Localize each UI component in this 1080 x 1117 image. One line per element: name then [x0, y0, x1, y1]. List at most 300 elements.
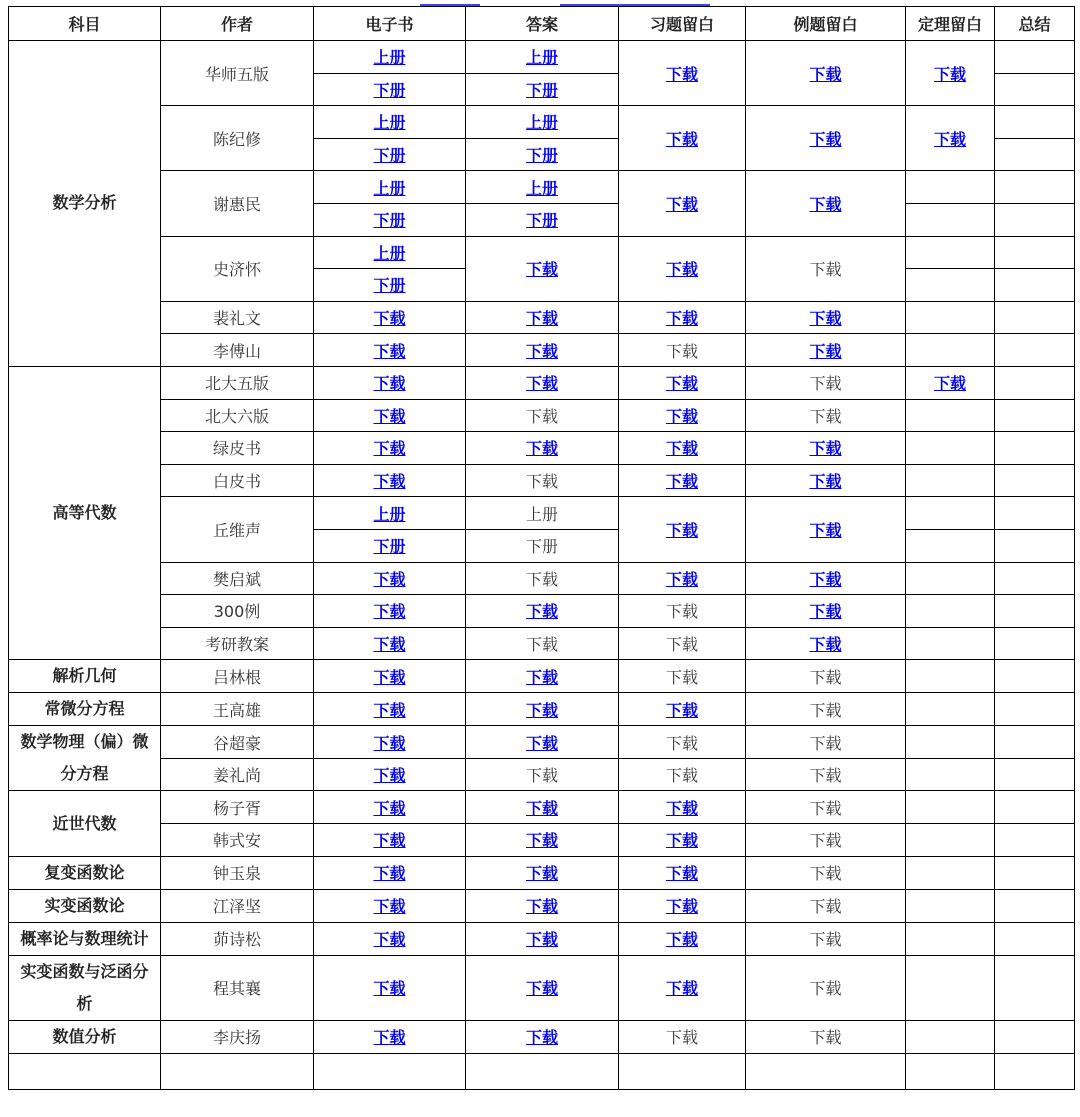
summary-cell: [995, 791, 1075, 824]
summary-cell: [995, 41, 1075, 74]
exercise-cell: [619, 334, 746, 367]
exercise-cell: [619, 824, 746, 857]
exercise-cell: [619, 726, 746, 759]
header-summary: 总结: [995, 7, 1075, 41]
header-example-blank: 例题留白: [746, 7, 906, 41]
ebook-cell: [314, 138, 466, 171]
answer-upper-link[interactable]: 上册: [525, 113, 558, 133]
author-cell: 吕林根: [161, 660, 314, 693]
subject-analytic-geometry: 解析几何: [9, 660, 161, 693]
subject-complex-analysis: 复变函数论: [9, 856, 161, 889]
theorem-cell: [906, 497, 995, 530]
ebook-download-link[interactable]: 下载: [373, 930, 406, 950]
answer-download-link[interactable]: 下载: [525, 831, 558, 851]
summary-cell: [995, 497, 1075, 530]
example-download-text: 下载: [809, 260, 842, 280]
subject-math-analysis: 数学分析: [9, 41, 161, 367]
exercise-download-link[interactable]: 下载: [665, 520, 698, 540]
author-cell: 杨子胥: [161, 791, 314, 824]
table-row: [9, 464, 1075, 497]
example-download-text: 下载: [809, 766, 842, 786]
example-download-text: 下载: [809, 406, 842, 426]
example-cell: [746, 399, 906, 432]
answer-download-text: 下载: [525, 569, 558, 589]
ebook-download-link[interactable]: 下载: [373, 602, 406, 622]
answer-download-link[interactable]: 下载: [525, 979, 558, 999]
ebook-cell: [314, 562, 466, 595]
example-cell: [746, 791, 906, 824]
author-cell: 樊启斌: [161, 562, 314, 595]
exercise-download-link[interactable]: 下载: [665, 897, 698, 917]
answer-cell: [466, 497, 619, 530]
answer-cell: [466, 138, 619, 171]
exercise-download-text: 下载: [665, 1028, 698, 1048]
ebook-cell: [314, 236, 466, 269]
exercise-download-link[interactable]: 下载: [665, 194, 698, 214]
exercise-cell: [619, 497, 746, 562]
exercise-cell: [619, 758, 746, 791]
table-row: [9, 301, 1075, 334]
theorem-cell: [906, 758, 995, 791]
author-cell: 史济怀: [161, 236, 314, 301]
answer-cell: [466, 660, 619, 693]
ebook-cell: [314, 432, 466, 465]
example-download-link[interactable]: 下载: [809, 341, 842, 361]
answer-cell: [466, 824, 619, 857]
theorem-cell: [906, 203, 995, 236]
exercise-download-link[interactable]: 下载: [665, 798, 698, 818]
answer-cell: [466, 758, 619, 791]
subject-real-analysis: 实变函数论: [9, 889, 161, 922]
ebook-cell: [314, 824, 466, 857]
summary-cell: [995, 171, 1075, 204]
example-download-text: 下载: [809, 667, 842, 687]
answer-cell: [466, 334, 619, 367]
ebook-cell: [314, 758, 466, 791]
exercise-cell: [619, 595, 746, 628]
theorem-cell: [906, 922, 995, 955]
summary-cell: [995, 73, 1075, 106]
exercise-cell: [619, 660, 746, 693]
example-cell: [746, 726, 906, 759]
example-download-text: 下载: [809, 374, 842, 394]
answer-download-link[interactable]: 下载: [525, 897, 558, 917]
subject-ode: 常微分方程: [9, 693, 161, 726]
summary-cell: [995, 236, 1075, 269]
exercise-cell: [619, 41, 746, 106]
example-cell: [746, 955, 906, 1020]
answer-cell: [466, 856, 619, 889]
author-cell: 韩式安: [161, 824, 314, 857]
author-cell: 300例: [161, 595, 314, 628]
theorem-download-link[interactable]: 下载: [933, 129, 966, 149]
resource-table: [8, 6, 1075, 1090]
example-download-link[interactable]: 下载: [809, 520, 842, 540]
ebook-lower-link[interactable]: 下册: [373, 80, 406, 100]
answer-cell: [466, 791, 619, 824]
summary-cell: [995, 529, 1075, 562]
answer-download-link[interactable]: 下载: [525, 439, 558, 459]
table-row: [9, 41, 1075, 74]
example-cell: [746, 301, 906, 334]
summary-cell: [995, 562, 1075, 595]
theorem-cell: [906, 562, 995, 595]
table-row: [9, 171, 1075, 204]
answer-cell: [466, 203, 619, 236]
subject-pde: 数学物理（偏）微分方程: [9, 726, 161, 791]
exercise-download-link[interactable]: 下载: [665, 831, 698, 851]
empty-cell: [906, 1053, 995, 1089]
author-cell: 北大五版: [161, 366, 314, 399]
theorem-cell: [906, 856, 995, 889]
header-subject: 科目: [9, 7, 161, 41]
theorem-cell: [906, 529, 995, 562]
exercise-cell: [619, 464, 746, 497]
exercise-download-text: 下载: [665, 733, 698, 753]
empty-cell: [746, 1053, 906, 1089]
example-cell: [746, 432, 906, 465]
ebook-download-link[interactable]: 下载: [373, 439, 406, 459]
author-cell: 姜礼尚: [161, 758, 314, 791]
table-row: [9, 334, 1075, 367]
example-download-link[interactable]: 下载: [809, 64, 842, 84]
author-cell: 程其襄: [161, 955, 314, 1020]
ebook-cell: [314, 41, 466, 74]
table-row: [9, 236, 1075, 269]
ebook-cell: [314, 301, 466, 334]
example-download-link[interactable]: 下载: [809, 194, 842, 214]
answer-cell: [466, 955, 619, 1020]
theorem-download-link[interactable]: 下载: [933, 64, 966, 84]
table-row: [9, 889, 1075, 922]
ebook-cell: [314, 73, 466, 106]
exercise-download-text: 下载: [665, 341, 698, 361]
theorem-cell: [906, 595, 995, 628]
exercise-cell: [619, 856, 746, 889]
theorem-cell: [906, 236, 995, 269]
answer-cell: [466, 73, 619, 106]
theorem-cell: [906, 464, 995, 497]
answer-upper-link[interactable]: 上册: [525, 178, 558, 198]
exercise-download-link[interactable]: 下载: [665, 64, 698, 84]
subject-real-functional-analysis: 实变函数与泛函分析: [9, 955, 161, 1020]
ebook-cell: [314, 334, 466, 367]
empty-cell: [995, 1053, 1075, 1089]
answer-download-link[interactable]: 下载: [525, 700, 558, 720]
answer-download-link[interactable]: 下载: [525, 667, 558, 687]
exercise-cell: [619, 1020, 746, 1053]
ebook-cell: [314, 1020, 466, 1053]
theorem-cell: [906, 889, 995, 922]
answer-download-link[interactable]: 下载: [525, 798, 558, 818]
ebook-cell: [314, 171, 466, 204]
summary-cell: [995, 627, 1075, 660]
example-download-link[interactable]: 下载: [809, 472, 842, 492]
ebook-cell: [314, 399, 466, 432]
answer-cell: [466, 366, 619, 399]
ebook-cell: [314, 726, 466, 759]
summary-cell: [995, 366, 1075, 399]
answer-upper-text: 上册: [525, 504, 558, 524]
theorem-cell: [906, 791, 995, 824]
exercise-download-link[interactable]: 下载: [665, 979, 698, 999]
exercise-download-link[interactable]: 下载: [665, 309, 698, 329]
ebook-cell: [314, 791, 466, 824]
author-cell: 李傅山: [161, 334, 314, 367]
ebook-download-link[interactable]: 下载: [373, 979, 406, 999]
table-row: [9, 660, 1075, 693]
ebook-download-link[interactable]: 下载: [373, 309, 406, 329]
example-download-link[interactable]: 下载: [809, 309, 842, 329]
ebook-download-link[interactable]: 下载: [373, 798, 406, 818]
theorem-cell: [906, 955, 995, 1020]
exercise-download-link[interactable]: 下载: [665, 864, 698, 884]
theorem-cell: [906, 627, 995, 660]
exercise-download-link[interactable]: 下载: [665, 472, 698, 492]
ebook-upper-link[interactable]: 上册: [373, 48, 406, 68]
example-cell: [746, 693, 906, 726]
answer-download-link[interactable]: 下载: [525, 341, 558, 361]
exercise-download-text: 下载: [665, 602, 698, 622]
answer-cell: [466, 399, 619, 432]
exercise-cell: [619, 562, 746, 595]
answer-lower-link[interactable]: 下册: [525, 146, 558, 166]
summary-cell: [995, 399, 1075, 432]
ebook-lower-link[interactable]: 下册: [373, 146, 406, 166]
answer-cell: [466, 693, 619, 726]
exercise-download-link[interactable]: 下载: [665, 700, 698, 720]
answer-download-link[interactable]: 下载: [525, 260, 558, 280]
example-download-link[interactable]: 下载: [809, 569, 842, 589]
ebook-cell: [314, 889, 466, 922]
table-row: [9, 1020, 1075, 1053]
ebook-download-link[interactable]: 下载: [373, 864, 406, 884]
exercise-cell: [619, 791, 746, 824]
ebook-download-link[interactable]: 下载: [373, 897, 406, 917]
answer-download-link[interactable]: 下载: [525, 1028, 558, 1048]
answer-download-text: 下载: [525, 634, 558, 654]
summary-cell: [995, 269, 1075, 302]
ebook-cell: [314, 595, 466, 628]
answer-download-text: 下载: [525, 766, 558, 786]
answer-lower-link[interactable]: 下册: [525, 211, 558, 231]
author-cell: 茆诗松: [161, 922, 314, 955]
theorem-cell: [906, 693, 995, 726]
answer-upper-link[interactable]: 上册: [525, 48, 558, 68]
example-cell: [746, 497, 906, 562]
example-download-text: 下载: [809, 733, 842, 753]
answer-cell: [466, 922, 619, 955]
empty-cell: [9, 1053, 161, 1089]
example-cell: [746, 595, 906, 628]
theorem-cell: [906, 660, 995, 693]
ebook-download-link[interactable]: 下载: [373, 667, 406, 687]
answer-download-link[interactable]: 下载: [525, 374, 558, 394]
example-download-link[interactable]: 下载: [809, 602, 842, 622]
theorem-download-link[interactable]: 下载: [933, 374, 966, 394]
answer-download-link[interactable]: 下载: [525, 602, 558, 622]
example-cell: [746, 562, 906, 595]
table-row: [9, 595, 1075, 628]
exercise-cell: [619, 301, 746, 334]
exercise-cell: [619, 693, 746, 726]
example-download-text: 下载: [809, 930, 842, 950]
example-cell: [746, 236, 906, 301]
author-cell: 陈纪修: [161, 106, 314, 171]
ebook-upper-link[interactable]: 上册: [373, 178, 406, 198]
answer-cell: [466, 889, 619, 922]
ebook-cell: [314, 464, 466, 497]
exercise-download-link[interactable]: 下载: [665, 260, 698, 280]
answer-download-link[interactable]: 下载: [525, 309, 558, 329]
header-ebook: 电子书: [314, 7, 466, 41]
summary-cell: [995, 660, 1075, 693]
theorem-cell: [906, 269, 995, 302]
example-cell: [746, 1020, 906, 1053]
answer-cell: [466, 627, 619, 660]
table-row: [9, 627, 1075, 660]
summary-cell: [995, 856, 1075, 889]
summary-cell: [995, 824, 1075, 857]
summary-cell: [995, 758, 1075, 791]
ebook-upper-link[interactable]: 上册: [373, 113, 406, 133]
summary-cell: [995, 138, 1075, 171]
ebook-lower-link[interactable]: 下册: [373, 211, 406, 231]
table-row: [9, 856, 1075, 889]
ebook-download-link[interactable]: 下载: [373, 374, 406, 394]
example-download-text: 下载: [809, 864, 842, 884]
ebook-lower-link[interactable]: 下册: [373, 276, 406, 296]
example-cell: [746, 464, 906, 497]
example-download-text: 下载: [809, 700, 842, 720]
ebook-download-link[interactable]: 下载: [373, 341, 406, 361]
exercise-cell: [619, 399, 746, 432]
example-cell: [746, 856, 906, 889]
ebook-cell: [314, 693, 466, 726]
theorem-cell: [906, 171, 995, 204]
example-download-link[interactable]: 下载: [809, 129, 842, 149]
answer-cell: [466, 595, 619, 628]
ebook-download-link[interactable]: 下载: [373, 406, 406, 426]
exercise-cell: [619, 432, 746, 465]
answer-lower-link[interactable]: 下册: [525, 80, 558, 100]
ebook-upper-link[interactable]: 上册: [373, 243, 406, 263]
author-cell: 北大六版: [161, 399, 314, 432]
ebook-upper-link[interactable]: 上册: [373, 504, 406, 524]
exercise-download-link[interactable]: 下载: [665, 374, 698, 394]
author-cell: 丘维声: [161, 497, 314, 562]
author-cell: 绿皮书: [161, 432, 314, 465]
subject-higher-algebra: 高等代数: [9, 366, 161, 659]
exercise-cell: [619, 106, 746, 171]
theorem-cell: [906, 41, 995, 106]
ebook-download-link[interactable]: 下载: [373, 700, 406, 720]
subject-numerical-analysis: 数值分析: [9, 1020, 161, 1053]
author-cell: 华师五版: [161, 41, 314, 106]
answer-download-link[interactable]: 下载: [525, 930, 558, 950]
ebook-download-link[interactable]: 下载: [373, 766, 406, 786]
answer-download-link[interactable]: 下载: [525, 733, 558, 753]
answer-cell: [466, 106, 619, 139]
subject-modern-algebra: 近世代数: [9, 791, 161, 856]
example-download-text: 下载: [809, 979, 842, 999]
exercise-cell: [619, 627, 746, 660]
example-cell: [746, 758, 906, 791]
ebook-download-link[interactable]: 下载: [373, 569, 406, 589]
answer-cell: [466, 726, 619, 759]
answer-cell: [466, 236, 619, 301]
author-cell: 江泽坚: [161, 889, 314, 922]
cropped-previous-row: [0, 0, 1080, 4]
answer-cell: [466, 562, 619, 595]
answer-cell: [466, 529, 619, 562]
ebook-cell: [314, 497, 466, 530]
example-download-text: 下载: [809, 897, 842, 917]
header-row: [9, 7, 1075, 41]
subject-probability-statistics: 概率论与数理统计: [9, 922, 161, 955]
exercise-download-link[interactable]: 下载: [665, 406, 698, 426]
author-cell: 考研教案: [161, 627, 314, 660]
exercise-download-link[interactable]: 下载: [665, 129, 698, 149]
author-cell: 王高雄: [161, 693, 314, 726]
ebook-cell: [314, 922, 466, 955]
exercise-download-link[interactable]: 下载: [665, 569, 698, 589]
exercise-cell: [619, 889, 746, 922]
theorem-cell: [906, 726, 995, 759]
ebook-lower-link[interactable]: 下册: [373, 537, 406, 557]
table-row: [9, 758, 1075, 791]
answer-cell: [466, 1020, 619, 1053]
answer-download-link[interactable]: 下载: [525, 864, 558, 884]
example-cell: [746, 106, 906, 171]
answer-lower-text: 下册: [525, 537, 558, 557]
answer-cell: [466, 432, 619, 465]
exercise-download-link[interactable]: 下载: [665, 930, 698, 950]
ebook-download-link[interactable]: 下载: [373, 472, 406, 492]
table-row: [9, 693, 1075, 726]
ebook-download-link[interactable]: 下载: [373, 831, 406, 851]
table-row: [9, 562, 1075, 595]
exercise-cell: [619, 955, 746, 1020]
summary-cell: [995, 464, 1075, 497]
ebook-download-link[interactable]: 下载: [373, 733, 406, 753]
example-cell: [746, 366, 906, 399]
example-download-text: 下载: [809, 1028, 842, 1048]
header-answer: 答案: [466, 7, 619, 41]
empty-cell: [161, 1053, 314, 1089]
exercise-download-text: 下载: [665, 766, 698, 786]
example-download-link[interactable]: 下载: [809, 439, 842, 459]
exercise-download-text: 下载: [665, 634, 698, 654]
example-cell: [746, 922, 906, 955]
ebook-cell: [314, 203, 466, 236]
table-row: [9, 399, 1075, 432]
theorem-cell: [906, 1020, 995, 1053]
example-cell: [746, 889, 906, 922]
example-download-link[interactable]: 下载: [809, 634, 842, 654]
exercise-download-link[interactable]: 下载: [665, 439, 698, 459]
summary-cell: [995, 955, 1075, 1020]
table-row: [9, 497, 1075, 530]
exercise-cell: [619, 171, 746, 236]
theorem-cell: [906, 334, 995, 367]
ebook-cell: [314, 106, 466, 139]
ebook-download-link[interactable]: 下载: [373, 1028, 406, 1048]
ebook-download-link[interactable]: 下载: [373, 634, 406, 654]
example-cell: [746, 627, 906, 660]
author-cell: 裴礼文: [161, 301, 314, 334]
ebook-cell: [314, 856, 466, 889]
